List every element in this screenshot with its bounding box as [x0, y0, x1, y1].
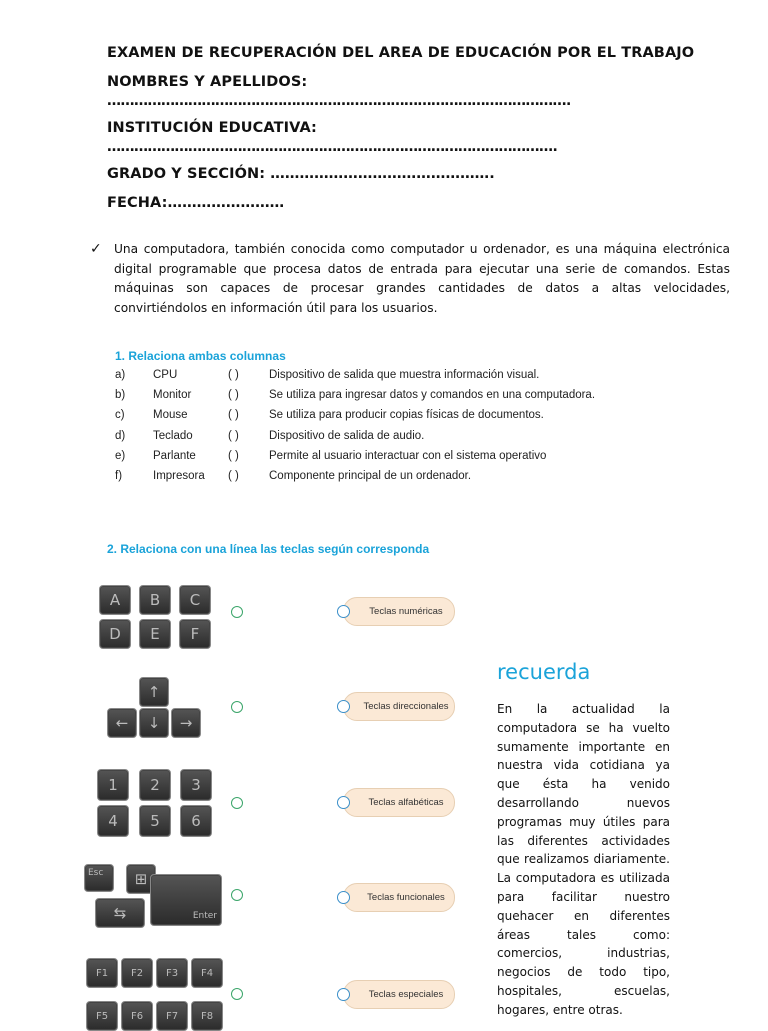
- key-2: 2: [139, 769, 171, 801]
- option-label: Teclas direccionales: [363, 701, 449, 712]
- match-item: Monitor: [153, 389, 192, 401]
- match-letter: a): [115, 369, 126, 381]
- option-label: Teclas alfabéticas: [368, 797, 444, 808]
- exam-title: EXAMEN DE RECUPERACIÓN DEL AREA DE EDUCACIÓN POR EL TRABAJO: [107, 45, 695, 61]
- key-c: C: [179, 585, 211, 615]
- answer-blank[interactable]: ( ): [228, 409, 239, 421]
- answer-blank[interactable]: ( ): [228, 369, 239, 381]
- key-b: B: [139, 585, 171, 615]
- date-field[interactable]: FECHA:……………………: [107, 195, 285, 211]
- key-f6: F6: [121, 1001, 153, 1031]
- key-f: F: [179, 619, 211, 649]
- intro-text: Una computadora, también conocida como computador u ordenador, es una máquina electrónica digital programable que procesa datos de entrada para ejecutar una serie de comandos. Estas máquinas son capaces de procesar grandes cantidades de datos a altas velocidades, convirtiéndolos en información útil para los usuarios.: [114, 242, 730, 315]
- match-description: Se utiliza para producir copias físicas de documentos.: [269, 409, 544, 421]
- option-circle-icon[interactable]: [337, 700, 350, 713]
- option-label: Teclas numéricas: [369, 606, 443, 617]
- option-circle-icon[interactable]: [337, 796, 350, 809]
- match-point-special[interactable]: [231, 889, 243, 901]
- section1-title: 1. Relaciona ambas columnas: [115, 349, 286, 363]
- option-circle-icon[interactable]: [337, 605, 350, 618]
- key-e: E: [139, 619, 171, 649]
- grade-section-field[interactable]: GRADO Y SECCIÓN: ……………………………………….: [107, 166, 495, 182]
- match-point-alpha[interactable]: [231, 606, 243, 618]
- match-letter: c): [115, 409, 125, 421]
- answer-blank[interactable]: ( ): [228, 470, 239, 482]
- arrow-up-icon: ↑: [139, 677, 169, 707]
- option-label: Teclas especiales: [368, 989, 444, 1000]
- key-1: 1: [97, 769, 129, 801]
- match-description: Permite al usuario interactuar con el sistema operativo: [269, 450, 547, 462]
- key-f3: F3: [156, 958, 188, 988]
- institution-blank[interactable]: ……………………………………………………………………………………….: [107, 139, 558, 155]
- key-d: D: [99, 619, 131, 649]
- option-circle-icon[interactable]: [337, 891, 350, 904]
- key-3: 3: [180, 769, 212, 801]
- answer-blank[interactable]: ( ): [228, 430, 239, 442]
- key-esc: Esc: [84, 864, 114, 892]
- key-enter: Enter: [150, 874, 222, 926]
- match-description: Componente principal de un ordenador.: [269, 470, 472, 482]
- arrow-right-icon: →: [171, 708, 201, 738]
- match-item: Impresora: [153, 470, 205, 482]
- answer-blank[interactable]: ( ): [228, 389, 239, 401]
- key-5: 5: [139, 805, 171, 837]
- answer-blank[interactable]: ( ): [228, 450, 239, 462]
- option-special-keys[interactable]: [343, 980, 455, 1009]
- match-letter: e): [115, 450, 126, 462]
- key-a: A: [99, 585, 131, 615]
- option-circle-icon[interactable]: [337, 988, 350, 1001]
- match-letter: f): [115, 470, 123, 482]
- key-f8: F8: [191, 1001, 223, 1031]
- recuerda-text: En la actualidad la computadora se ha vuelto sumamente importante en nuestra vida cotidiana ya que ésta ha venido desarrollando nuevos programas muy útiles para las diferentes actividades que realizamos diariamente. La computadora es utilizada para facilitar nuestro quehacer en diferentes áreas tales como: comercios, industrias, negocios de todo tipo, hospitales, escuelas, hogares, entre otras.: [497, 702, 670, 1017]
- option-function-keys[interactable]: [343, 883, 455, 912]
- key-f2: F2: [121, 958, 153, 988]
- arrow-left-icon: ←: [107, 708, 137, 738]
- match-item: Mouse: [153, 409, 188, 421]
- match-point-function[interactable]: [231, 988, 243, 1000]
- option-arrow-keys[interactable]: [343, 692, 455, 721]
- tab-key-icon: ⇆: [95, 898, 145, 928]
- key-f4: F4: [191, 958, 223, 988]
- match-letter: d): [115, 430, 126, 442]
- match-item: Teclado: [153, 430, 193, 442]
- key-4: 4: [97, 805, 129, 837]
- match-point-arrows[interactable]: [231, 701, 243, 713]
- key-6: 6: [180, 805, 212, 837]
- intro-paragraph: [90, 240, 730, 318]
- section2-title: 2. Relaciona con una línea las teclas según corresponda: [107, 542, 430, 556]
- arrow-down-icon: ↓: [139, 708, 169, 738]
- match-item: Parlante: [153, 450, 196, 462]
- names-label: NOMBRES Y APELLIDOS:: [107, 74, 308, 90]
- recuerda-title: recuerda: [497, 660, 591, 684]
- institution-label: INSTITUCIÓN EDUCATIVA:: [107, 120, 317, 136]
- names-blank[interactable]: ………………………………………………………………………………………….: [107, 93, 571, 109]
- key-f1: F1: [86, 958, 118, 988]
- windows-key-icon: ⊞: [126, 864, 156, 894]
- match-letter: b): [115, 389, 126, 401]
- option-label: Teclas funcionales: [367, 892, 445, 903]
- match-description: Dispositivo de salida que muestra información visual.: [269, 369, 540, 381]
- option-numeric-keys[interactable]: [343, 597, 455, 626]
- key-f5: F5: [86, 1001, 118, 1031]
- checkmark-icon: ✓: [90, 241, 102, 257]
- match-description: Se utiliza para ingresar datos y comandos en una computadora.: [269, 389, 596, 401]
- match-description: Dispositivo de salida de audio.: [269, 430, 425, 442]
- key-f7: F7: [156, 1001, 188, 1031]
- match-point-numeric[interactable]: [231, 797, 243, 809]
- match-item: CPU: [153, 369, 178, 381]
- option-alphabet-keys[interactable]: [343, 788, 455, 817]
